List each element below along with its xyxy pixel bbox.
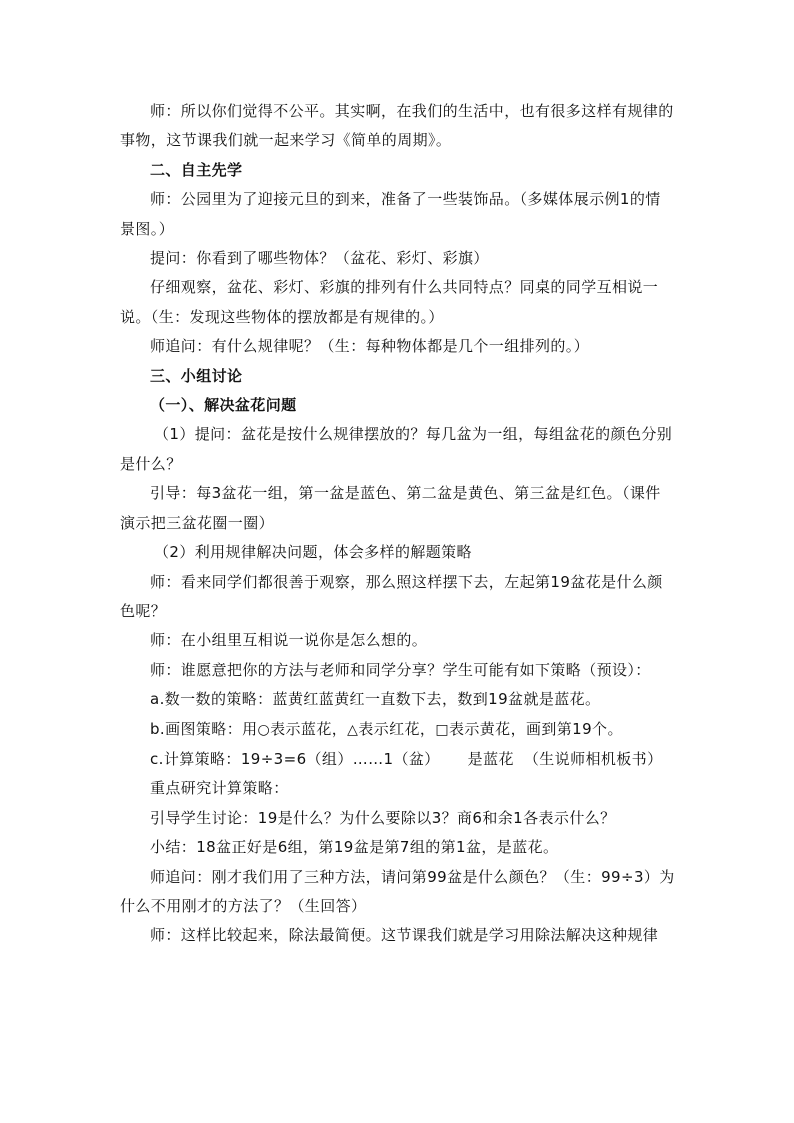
section-heading-group-discussion: 三、小组讨论	[150, 366, 243, 385]
circle-icon: ○	[257, 721, 271, 738]
paragraph-discussion: 引导学生讨论：19是什么？为什么要除以3？商6和余1各表示什么？	[150, 808, 616, 827]
strategy-c-text: c.计算策略：19÷3=6（组）……1（盆）	[150, 749, 440, 768]
paragraph-strategies-heading: （2）利用规律解决问题，体会多样的解题策略	[154, 543, 472, 562]
paragraph-focus: 重点研究计算策略：	[150, 779, 289, 798]
lesson-plan-body	[120, 97, 676, 951]
subsection-heading-flowers: （一）、解决盆花问题	[150, 396, 297, 415]
paragraph-followup: 师追问：有什么规律呢？（生：每种物体都是几个一组排列的。）	[150, 337, 590, 356]
strategy-c-note: （生说师相机板书）	[523, 749, 663, 768]
paragraph-share: 师：谁愿意把你的方法与老师和同学分享？学生可能有如下策略（预设）：	[150, 660, 651, 679]
strategy-b-square-text: 表示黄花，画到第19个。	[448, 719, 623, 738]
paragraph-guide: 引导：每3盆花一组，第一盆是蓝色、第二盆是黄色、第三盆是红色。（课件演示把三盆花圈一圈）	[120, 484, 661, 532]
paragraph-park: 师：公园里为了迎接元旦的到来，准备了一些装饰品。（多媒体展示例1的情景图。）	[120, 190, 661, 238]
square-icon: □	[435, 721, 449, 738]
strategy-b	[120, 715, 676, 745]
section-heading-self-study: 二、自主先学	[150, 160, 243, 179]
paragraph-question-pattern: （1）提问：盆花是按什么规律摆放的？每几盆为一组，每组盆花的颜色分别是什么？	[120, 425, 673, 473]
strategy-b-triangle-text: 表示红花，	[358, 719, 436, 738]
paragraph-19th-flower: 师：看来同学们都很善于观察，那么照这样摆下去，左起第19盆花是什么颜色呢？	[120, 572, 663, 620]
paragraph-summary: 小结：18盆正好是6组，第19盆是第7组的第1盆，是蓝花。	[150, 838, 559, 857]
triangle-icon: △	[347, 721, 359, 738]
paragraph-observe: 仔细观察，盆花、彩灯、彩旗的排列有什么共同特点？同桌的同学互相说一说。（生：发现这些物体的摆放都是有规律的。）	[120, 278, 659, 326]
strategy-b-prefix: b.画图策略：用	[150, 719, 258, 738]
paragraph-intro: 师：所以你们觉得不公平。其实啊，在我们的生活中，也有很多这样有规律的事物，这节课我们就一起来学习《简单的周期》。	[120, 102, 674, 150]
paragraph-99th-flower: 师追问：刚才我们用了三种方法，请问第99盆是什么颜色？（生：99÷3）为什么不用刚才的方法了？（生回答）	[120, 867, 675, 915]
strategy-b-circle-text: 表示蓝花，	[270, 719, 348, 738]
paragraph-conclusion: 师：这样比较起来，除法最简便。这节课我们就是学习用除法解决这种规律	[150, 926, 659, 945]
strategy-c-answer: 是蓝花	[467, 749, 514, 768]
strategy-a: a.数一数的策略：蓝黄红蓝黄红一直数下去，数到19盆就是蓝花。	[150, 690, 601, 709]
paragraph-group-talk: 师：在小组里互相说一说你是怎么想的。	[150, 631, 428, 650]
paragraph-question-objects: 提问：你看到了哪些物体？（盆花、彩灯、彩旗）	[150, 249, 489, 268]
strategy-c	[120, 745, 676, 774]
